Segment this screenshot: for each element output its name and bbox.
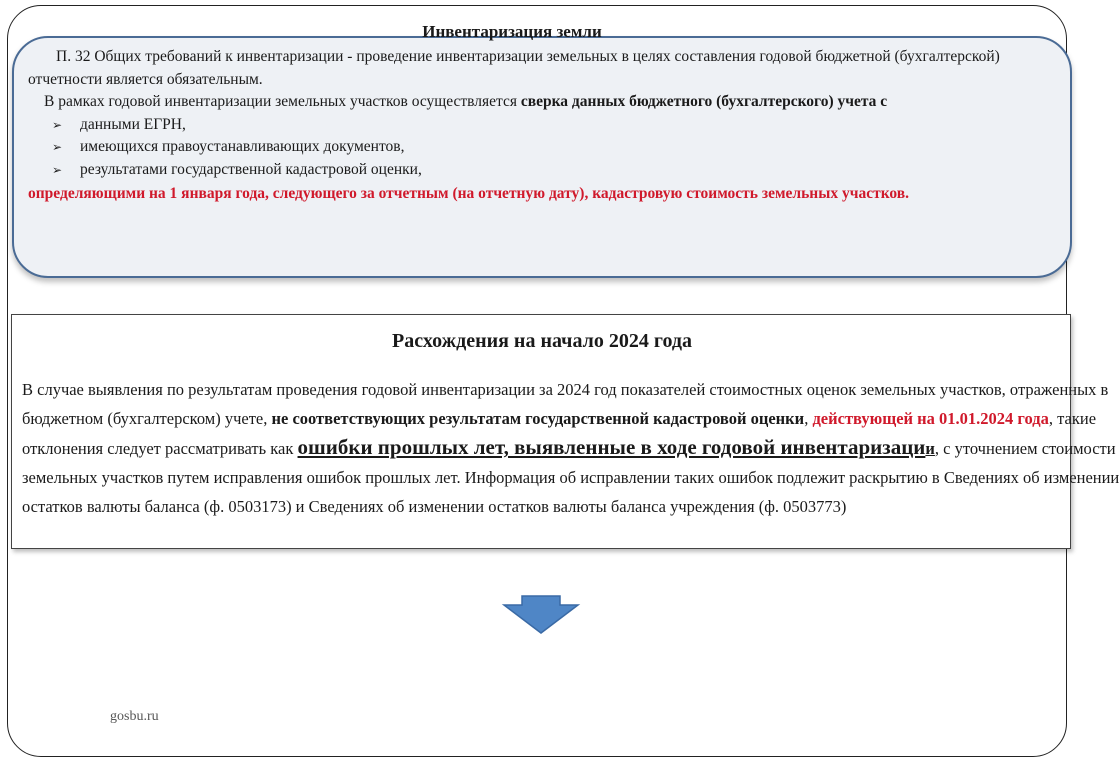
paragraph-reconciliation-text: В рамках годовой инвентаризации земельных участков осуществляется: [44, 93, 521, 110]
list-item-text: данными ЕГРН,: [80, 115, 186, 133]
list-item-text: имеющихся правоустанавливающих документов,: [80, 138, 405, 155]
paragraph-requirement-text: П. 32 Общих требований к инвентаризации - проведение инвентаризации земельных в целях составления годовой бюджетной (бухгалтерской): [56, 48, 1000, 65]
discrepancies-box: [11, 314, 1119, 549]
line2-text-e: , такие: [1048, 409, 1097, 428]
paragraph-requirement-cont: отчетности является обязательным.: [28, 70, 263, 88]
arrow-bullet-icon: ➢: [52, 117, 63, 132]
line2-red-date: действующей на 01.01.2024 года: [812, 409, 1049, 428]
line3-errors-emphasis: ошибки прошлых лет, выявленные в ходе годовой инвентаризаци: [297, 435, 926, 459]
arrow-bullet-icon: ➢: [52, 140, 63, 154]
line2-sep: ,: [804, 409, 813, 428]
list-item-text: результатами государственной кадастровой оценки,: [80, 160, 422, 178]
discrepancies-line-3: [22, 433, 1116, 463]
discrepancies-line-2: [22, 404, 1097, 433]
line2-text-a: бюджетном (бухгалтерском) учете,: [22, 409, 272, 428]
paragraph-reconciliation: [28, 91, 1018, 114]
discrepancies-body: [22, 375, 1119, 521]
discrepancies-line-5: остатков валюты баланса (ф. 0503173) и Сведениях об изменении остатков валюты баланса учреждения (ф. 0503773): [22, 497, 847, 516]
footer-site: gosbu.ru: [110, 709, 159, 724]
line3-text-a: отклонения следует рассматривать как: [22, 439, 298, 458]
paragraph-requirement: [28, 46, 1018, 69]
paragraph-reconciliation-bold: сверка данных бюджетного (бухгалтерского) учета с: [520, 93, 888, 110]
discrepancies-title: Расхождения на начало 2024 года: [392, 330, 692, 352]
line3-text-d: , с уточнением стоимости: [934, 439, 1116, 458]
list-item: [28, 136, 1018, 159]
arrow-bullet-icon: ➢: [52, 162, 63, 177]
line2-bold: не соответствующих результатам государственной кадастровой оценки: [271, 409, 805, 428]
down-arrow-icon: [502, 595, 580, 635]
list-item: [28, 159, 1018, 182]
line3-errors-suffix: и: [925, 439, 935, 458]
discrepancies-line-4: земельных участков путем исправления ошибок прошлых лет. Информация об исправлении таких ошибок подлежит раскрытию в Сведениях об изменении: [22, 468, 1119, 487]
closing-statement: определяющими на 1 января года, следующего за отчетным (на отчетную дату), кадастровую стоимость земельных участков.: [28, 185, 910, 202]
land-inventory-title: Инвентаризация земли: [422, 22, 602, 41]
land-inventory-body: [28, 46, 1018, 206]
list-item: [28, 114, 1018, 137]
discrepancies-line-1: В случае выявления по результатам проведения годовой инвентаризации за 2024 год показателей стоимостных оценок земельных участков, отраженных в: [22, 380, 1109, 399]
